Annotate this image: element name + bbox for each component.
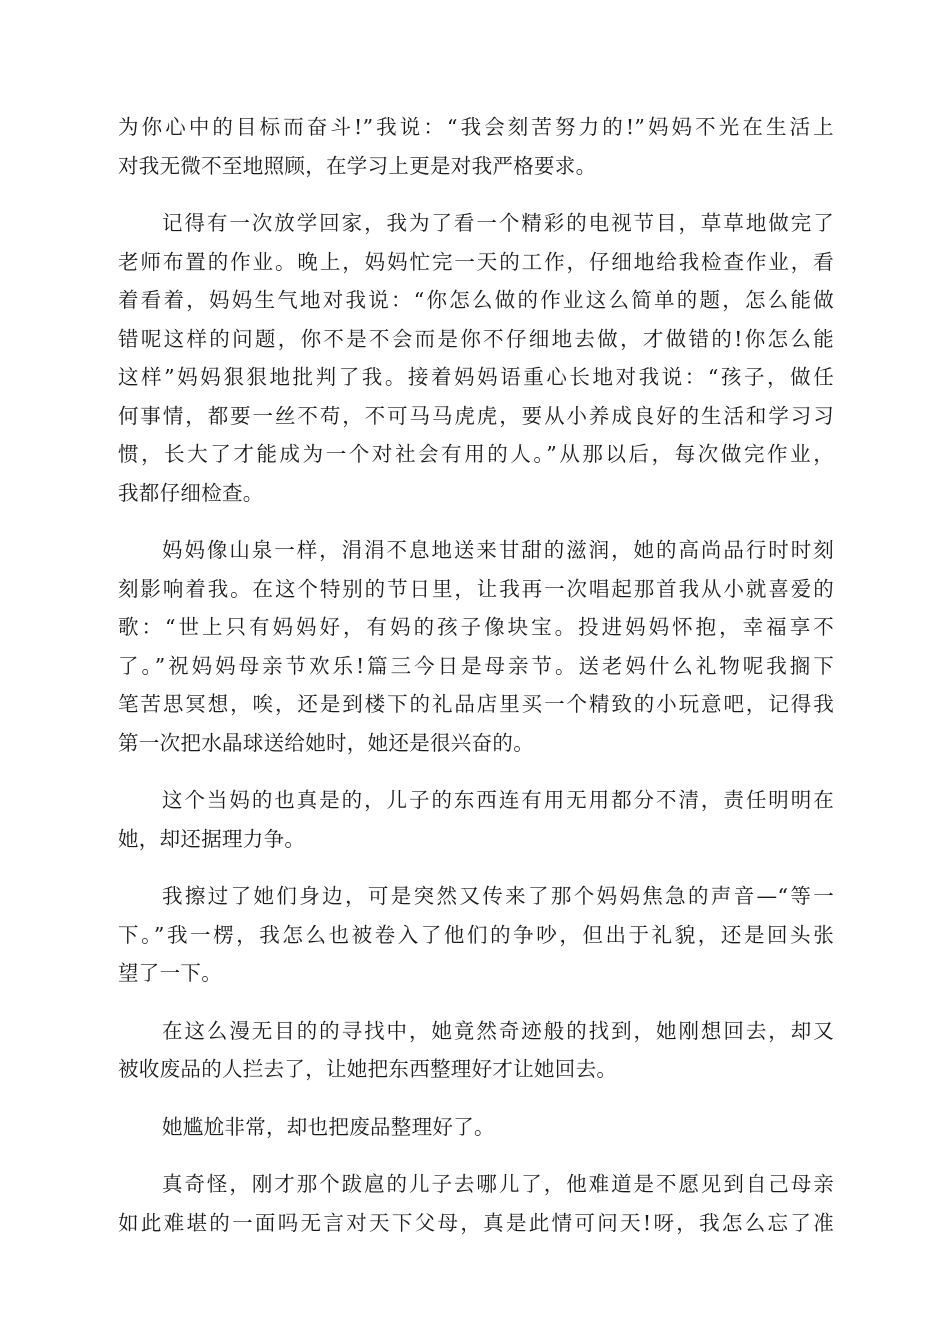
- text-line: 了。”祝妈妈母亲节欢乐!篇三今日是母亲节。送老妈什么礼物呢我搁下: [118, 653, 834, 678]
- text-line: 这个当妈的也真是的，儿子的东西连有用无用都分不清，责任明明在: [162, 788, 834, 812]
- text-line: 对我无微不至地照顾，在学习上更是对我严格要求。: [118, 153, 597, 178]
- paragraph-1: [118, 108, 834, 185]
- text-line: 老师布置的作业。晚上，妈妈忙完一天的工作，仔细地给我检查作业，看: [118, 249, 834, 274]
- text-line: 为你心中的目标而奋斗!”我说：“我会刻苦努力的!”妈妈不光在生活上: [118, 115, 834, 139]
- paragraph-5: [118, 877, 834, 993]
- paragraph-8: [118, 1165, 834, 1242]
- text-line: 歌：“世上只有妈妈好，有妈的孩子像块宝。投进妈妈怀抱，幸福享不: [118, 615, 834, 639]
- text-line: 着看着，妈妈生气地对我说：“你怎么做的作业这么简单的题，怎么能做: [118, 288, 834, 312]
- paragraph-6: [118, 1012, 834, 1089]
- text-line: 惯，长大了才能成为一个对社会有用的人。”从那以后，每次做完作业，: [118, 442, 834, 466]
- paragraph-3: [118, 531, 834, 762]
- text-line: 记得有一次放学回家，我为了看一个精彩的电视节目，草草地做完了: [162, 211, 834, 235]
- text-line: 何事情，都要一丝不苟，不可马马虎虎，要从小养成良好的生活和学习习: [118, 403, 834, 428]
- paragraph-4: [118, 781, 834, 858]
- text-line: 妈妈像山泉一样，涓涓不息地送来甘甜的滋润，她的高尚品行时时刻: [162, 538, 834, 562]
- text-line: 我擦过了她们身边，可是突然又传来了那个妈妈焦急的声音—“等一: [162, 884, 834, 908]
- paragraph-7: [118, 1108, 834, 1147]
- text-line: 笔苦思冥想，唉，还是到楼下的礼品店里买一个精致的小玩意吧，记得我: [118, 692, 834, 716]
- text-line: 她，却还据理力争。: [118, 826, 306, 851]
- paragraph-2: [118, 204, 834, 512]
- text-line: 错呢这样的问题，你不是不会而是你不仔细地去做，才做错的!你怎么能: [118, 326, 834, 351]
- text-line: 在这么漫无目的的寻找中，她竟然奇迹般的找到，她刚想回去，却又: [162, 1018, 834, 1043]
- text-line: 第一次把水晶球送给她时，她还是很兴奋的。: [118, 730, 534, 755]
- text-line: 我都仔细检查。: [118, 480, 264, 505]
- text-line: 真奇怪，刚才那个跋扈的儿子去哪儿了，他难道是不愿见到自己母亲: [162, 1172, 834, 1196]
- text-line: 她尴尬非常，却也把废品整理好了。: [162, 1114, 495, 1139]
- text-line: 下。”我一楞，我怎么也被卷入了他们的争吵，但出于礼貌，还是回头张: [118, 922, 834, 947]
- text-line: 被收废品的人拦去了，让她把东西整理好才让她回去。: [118, 1057, 618, 1081]
- text-line: 如此难堪的一面吗无言对天下父母，真是此情可问天!呀，我怎么忘了准: [118, 1210, 834, 1235]
- text-line: 刻影响着我。在这个特别的节日里，让我再一次唱起那首我从小就喜爱的: [118, 576, 834, 601]
- body-text: [118, 108, 834, 1261]
- text-line: 这样”妈妈狠狠地批判了我。接着妈妈语重心长地对我说：“孩子，做任: [118, 365, 834, 389]
- text-line: 望了一下。: [118, 961, 222, 985]
